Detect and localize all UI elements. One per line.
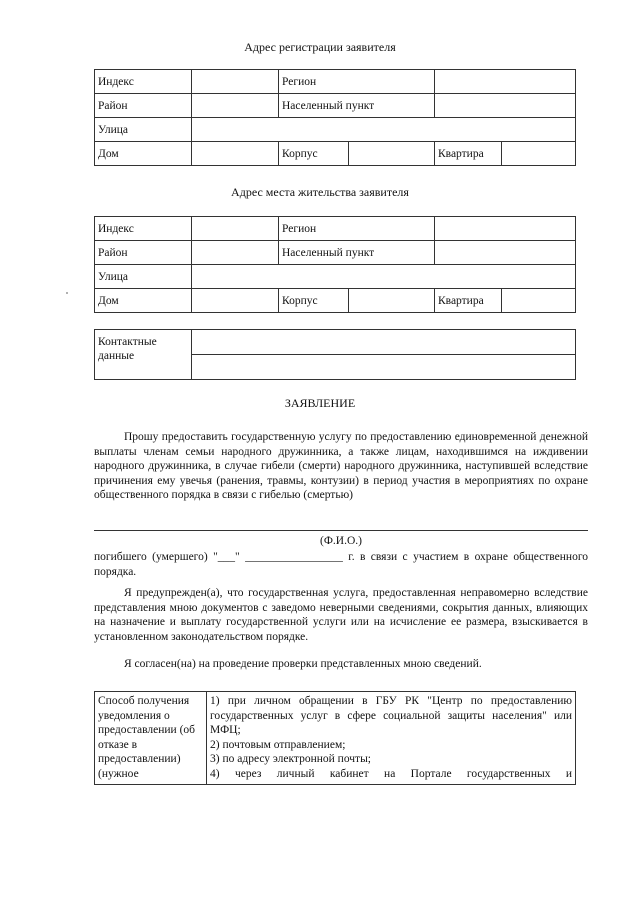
reg-street-field[interactable]	[192, 118, 576, 142]
live-index-label: Индекс	[95, 217, 192, 241]
reg-district-label: Район	[95, 94, 192, 118]
reg-settlement-field[interactable]	[435, 94, 576, 118]
reg-building-label: Корпус	[279, 142, 349, 166]
fio-underline	[94, 530, 588, 531]
contacts-table	[94, 329, 576, 380]
live-house-label: Дом	[95, 289, 192, 313]
contacts-label-line2: данные	[98, 350, 135, 362]
reg-settlement-label: Населенный пункт	[279, 94, 435, 118]
notification-option-4[interactable]: 4) через личный кабинет на Портале государственных и	[210, 767, 572, 780]
live-district-field[interactable]	[192, 241, 279, 265]
reg-apartment-label: Квартира	[435, 142, 502, 166]
live-apartment-field[interactable]	[502, 289, 576, 313]
contacts-field-1[interactable]	[192, 330, 576, 355]
notification-option-3[interactable]: 3) по адресу электронной почты;	[210, 753, 372, 766]
reg-address-table	[94, 69, 576, 166]
reg-street-label: Улица	[95, 118, 192, 142]
live-building-field[interactable]	[349, 289, 435, 313]
live-region-field[interactable]	[435, 217, 576, 241]
reg-index-label: Индекс	[95, 70, 192, 94]
consent-paragraph: Я согласен(на) на проведение проверки представленных мною сведений.	[124, 658, 482, 670]
reg-apartment-field[interactable]	[502, 142, 576, 166]
contacts-label	[95, 330, 192, 380]
reg-district-field[interactable]	[192, 94, 279, 118]
notification-label: Способ получения уведомления о предоставлении (об отказе в предоставлении) (нужное	[95, 692, 207, 785]
live-house-field[interactable]	[192, 289, 279, 313]
live-index-field[interactable]	[192, 217, 279, 241]
live-street-label: Улица	[95, 265, 192, 289]
scan-dot	[66, 292, 68, 294]
contacts-field-2[interactable]	[192, 355, 576, 380]
notification-table	[94, 691, 576, 785]
reg-house-field[interactable]	[192, 142, 279, 166]
reg-region-field[interactable]	[435, 70, 576, 94]
live-region-label: Регион	[279, 217, 435, 241]
reg-house-label: Дом	[95, 142, 192, 166]
notification-option-2[interactable]: 2) почтовым отправлением;	[210, 738, 346, 751]
reg-region-label: Регион	[279, 70, 435, 94]
live-settlement-field[interactable]	[435, 241, 576, 265]
request-paragraph: Прошу предоставить государственную услугу по предоставлению единовременной денежной выплаты членам семьи народного дружинника, а также лицам, находившимся на иждивении народного дружинника, в случае гибели (смерти) народного дружинника, наступившей вследствие причинения ему увечья (ранения, травмы, контузии) в период участия в мероприятиях по охране общественного порядка в связи с гибелью (смертью)	[94, 431, 588, 502]
live-street-field[interactable]	[192, 265, 576, 289]
statement-title: ЗАЯВЛЕНИЕ	[284, 396, 356, 410]
live-apartment-label: Квартира	[435, 289, 502, 313]
live-address-table	[94, 216, 576, 313]
notification-option-1[interactable]: 1) при личном обращении в ГБУ РК "Центр по предоставлению государственных услуг в сфере социальной защиты населения" или МФЦ;	[210, 695, 572, 737]
warning-paragraph: Я предупрежден(а), что государственная услуга, предоставленная неправомерно вследствие представления мною документов с заведомо неверными сведениями, сокрытия данных, влияющих на назначение и выплату государственной услуги или на исчисление ее размера, взыскивается в установленном законодательством порядке.	[94, 587, 588, 643]
deceased-paragraph: погибшего (умершего) "___" _________________ г. в связи с участием в охране общественного порядка.	[94, 551, 588, 578]
live-settlement-label: Населенный пункт	[279, 241, 435, 265]
live-district-label: Район	[95, 241, 192, 265]
live-address-title: Адрес места жительства заявителя	[231, 185, 409, 199]
reg-address-title: Адрес регистрации заявителя	[244, 40, 396, 54]
reg-index-field[interactable]	[192, 70, 279, 94]
reg-building-field[interactable]	[349, 142, 435, 166]
fio-caption: (Ф.И.О.)	[320, 535, 362, 547]
contacts-label-line1: Контактные	[98, 336, 157, 348]
live-building-label: Корпус	[279, 289, 349, 313]
